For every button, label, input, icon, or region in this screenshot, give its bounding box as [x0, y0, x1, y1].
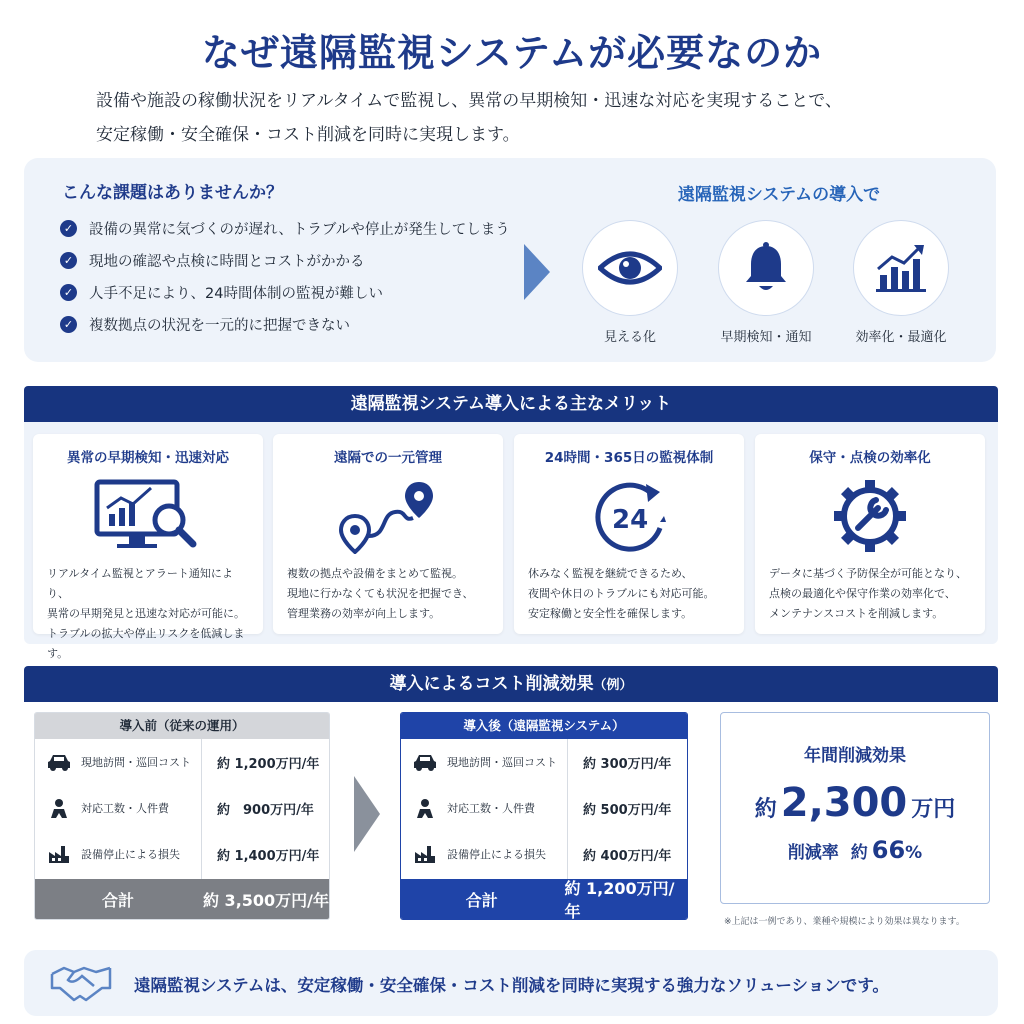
rate-label: 削減率: [787, 843, 839, 863]
rate-value: 66: [871, 836, 906, 864]
footer-banner: [24, 950, 998, 1016]
merit-description-line: 複数の拠点や設備をまとめて監視。: [287, 567, 463, 580]
car-icon: [47, 750, 71, 774]
intro-line-2: 安定稼働・安全確保・コスト削減を同時に実現します。: [96, 125, 520, 145]
clock-24-text: 24: [612, 505, 649, 535]
merits-header: 遠隔監視システム導入による主なメリット: [24, 386, 998, 422]
problem-item: [60, 308, 510, 340]
merit-description-line: 管理業務の効率が向上します。: [287, 607, 441, 620]
cost-row-label: 設備停止による損失: [81, 848, 180, 861]
solution-label: 早期検知・通知: [720, 330, 812, 345]
cost-after-total: [401, 879, 687, 919]
cost-row: [35, 785, 329, 831]
factory-icon: [413, 842, 437, 866]
merit-title: 保守・点検の効率化: [809, 450, 931, 466]
check-circle-icon: ✓: [60, 252, 77, 269]
cost-row: [401, 831, 687, 877]
solution-item-detect: [711, 220, 821, 345]
cost-row: [401, 739, 687, 785]
page-title: なぜ遠隔監視システムが必要なのか: [201, 31, 823, 75]
merit-title: 遠隔での一元管理: [334, 450, 442, 466]
merit-description: [287, 564, 493, 624]
route-pins-icon: [328, 474, 448, 558]
total-value: 約 3,500万円/年: [202, 890, 330, 910]
cost-header: [24, 666, 998, 702]
cost-row-value: 約 900万円/年: [217, 802, 314, 818]
rate-prefix: 約: [850, 843, 868, 863]
cost-after-rows: [401, 739, 687, 877]
cost-before-table: [34, 712, 330, 920]
merit-card: [514, 434, 744, 634]
growth-chart-icon: [853, 220, 949, 316]
gear-wrench-icon: [810, 474, 930, 558]
cost-row-value: 約 300万円/年: [583, 756, 672, 772]
problem-item-text: 複数拠点の状況を一元的に把握できない: [89, 317, 350, 334]
rate-unit: %: [905, 843, 923, 863]
solution-label: 効率化・最適化: [855, 330, 947, 345]
total-label: 合計: [465, 890, 498, 910]
clock-24-icon: [569, 474, 689, 558]
handshake-icon: [50, 962, 112, 1004]
merit-description-line: メンテナンスコストを削減します。: [769, 607, 944, 620]
merit-card: [33, 434, 263, 660]
cost-row-label: 対応工数・人件費: [81, 802, 169, 815]
cost-header-suffix: （例）: [593, 678, 633, 693]
cost-row-label: 現地訪問・巡回コスト: [447, 756, 557, 769]
merit-description: [528, 564, 734, 624]
problem-item-text: 設備の異常に気づくのが遅れ、トラブルや停止が発生してしまう: [89, 221, 510, 238]
total-value: 約 1,200万円/年: [564, 879, 675, 920]
effect-unit: 万円: [911, 797, 956, 822]
problem-item: [60, 276, 510, 308]
footnote: ※上記は一例であり、業種や規模により効果は異なります。: [724, 917, 965, 927]
merit-description: [769, 564, 975, 624]
merit-description-line: 点検の最適化や保守作業の効率化で、: [769, 587, 956, 600]
cost-header-text: 導入によるコスト削減効果: [389, 674, 594, 694]
annual-effect-box: [720, 712, 990, 904]
problem-item: [60, 212, 510, 244]
cost-row-value: 約 1,400万円/年: [217, 848, 320, 864]
check-circle-icon: ✓: [60, 220, 77, 237]
effect-amount-value: 2,300: [780, 780, 908, 826]
effect-prefix: 約: [754, 797, 777, 822]
merit-card: [273, 434, 503, 634]
eye-icon: [582, 220, 678, 316]
problem-list: [60, 212, 510, 340]
monitor-analytics-icon: [88, 474, 208, 558]
total-label: 合計: [101, 890, 134, 910]
solution-label: 見える化: [603, 330, 656, 345]
merit-description-line: 安定稼働と安全性を確保します。: [528, 607, 693, 620]
effect-title: 年間削減効果: [804, 746, 906, 766]
solution-item-visualize: [575, 220, 685, 345]
merit-card: [755, 434, 985, 634]
worker-icon: [47, 796, 71, 820]
merit-description-line: 異常の早期発見と迅速な対応が可能に。: [47, 607, 245, 620]
footer-text: 遠隔監視システムは、安定稼働・安全確保・コスト削減を同時に実現する強力なソリューションです。: [134, 976, 889, 995]
merit-description-line: 現地に行かなくても状況を把握でき、: [287, 587, 474, 600]
cost-after-title: 導入後（遠隔監視システム）: [401, 713, 687, 739]
problem-item: [60, 244, 510, 276]
cost-row-value: 約 400万円/年: [583, 848, 672, 864]
solution-title: 遠隔監視システムの導入で: [677, 185, 881, 205]
worker-icon: [413, 796, 437, 820]
cost-row: [35, 831, 329, 877]
cost-row-value: 約 500万円/年: [583, 802, 672, 818]
arrow-right-icon: [354, 776, 380, 852]
cost-before-total: [35, 879, 329, 919]
problem-title: こんな課題はありませんか？: [62, 183, 283, 203]
bell-icon: [718, 220, 814, 316]
merit-title: 異常の早期検知・迅速対応: [67, 450, 229, 466]
merit-description-line: 休みなく監視を継続できるため、: [528, 567, 693, 580]
cost-row: [401, 785, 687, 831]
effect-amount: [721, 780, 989, 826]
factory-icon: [47, 842, 71, 866]
cost-row-label: 現地訪問・巡回コスト: [81, 756, 191, 769]
cost-before-rows: [35, 739, 329, 877]
merit-description-line: 夜間や休日のトラブルにも対応可能。: [528, 587, 715, 600]
cost-row-label: 設備停止による損失: [447, 848, 546, 861]
cost-row-value: 約 1,200万円/年: [217, 756, 320, 772]
intro-line-1: 設備や施設の稼働状況をリアルタイムで監視し、異常の早期検知・迅速な対応を実現することで、: [96, 91, 842, 111]
problem-item-text: 人手不足により、24時間体制の監視が難しい: [89, 285, 383, 302]
effect-rate: [721, 836, 989, 864]
cost-before-title: 導入前（従来の運用）: [35, 713, 329, 739]
solution-item-efficiency: [846, 220, 956, 345]
problem-panel: [24, 158, 996, 362]
merit-description-line: データに基づく予防保全が可能となり、: [769, 567, 967, 580]
merit-description: [47, 564, 253, 664]
problem-item-text: 現地の確認や点検に時間とコストがかかる: [89, 253, 365, 270]
cost-row: [35, 739, 329, 785]
merit-description-line: トラブルの拡大や停止リスクを低減します。: [47, 627, 245, 660]
car-icon: [413, 750, 437, 774]
merit-title: 24時間・365日の監視体制: [544, 450, 714, 466]
cost-after-table: [400, 712, 688, 920]
merit-description-line: リアルタイム監視とアラート通知により、: [47, 567, 233, 600]
arrow-right-icon: [524, 244, 550, 300]
intro-text: [96, 84, 976, 152]
check-circle-icon: ✓: [60, 284, 77, 301]
cost-row-label: 対応工数・人件費: [447, 802, 535, 815]
check-circle-icon: ✓: [60, 316, 77, 333]
